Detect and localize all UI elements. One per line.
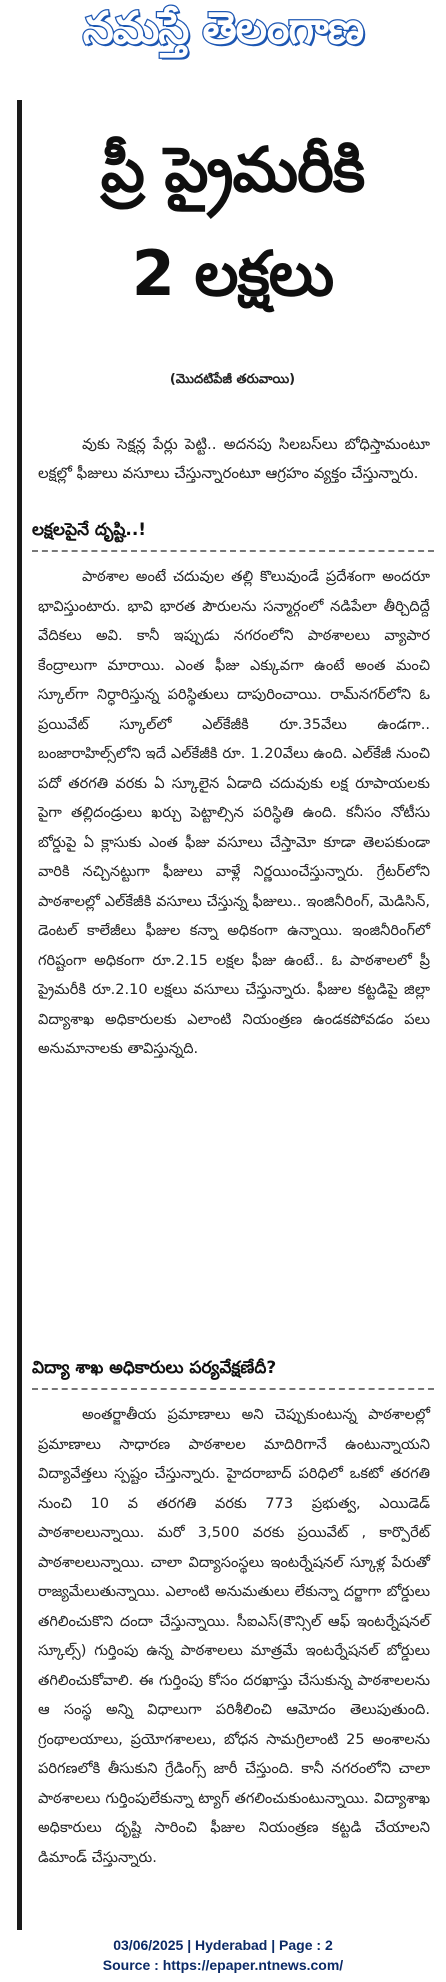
newspaper-masthead [20, 3, 426, 60]
intro-paragraph [38, 430, 430, 500]
headline-line-1: ప్రీ ప్రైమరీకి [100, 133, 365, 206]
section-heading-2-text: విద్యా శాఖ అధికారులు పర్యవేక్షణేదీ? [32, 1358, 277, 1378]
section-1-body [38, 562, 430, 1332]
section-2-body [38, 1400, 430, 1930]
section-heading-1-text: లక్షలపైనే దృష్టి..! [32, 520, 147, 540]
section-divider-1 [32, 550, 434, 552]
headline-line-2: 2 లక్షలు [131, 237, 334, 310]
headline [30, 118, 435, 326]
section-heading-1 [32, 520, 434, 546]
footer-source-line: Source : https://epaper.ntnews.com/ [102, 1957, 344, 1973]
section-heading-2 [32, 1358, 434, 1384]
section-divider-2 [32, 1388, 434, 1390]
intro-text: వుకు సెక్షన్ల పేర్లు పెట్టి.. అదనపు సిలబస్‌లు బోధిస్తామంటూ లక్షల్లో ఫీజులు వసూలు చేస్తున్నారంటూ ఆగ్రహం వ్యక్తం చేస్తున్నారు. [38, 435, 430, 482]
continued-note: (మొదటిపేజీ తరువాయి) [169, 372, 296, 387]
masthead-title: నమస్తే తెలంగాణ [82, 3, 364, 54]
section-2-text: అంతర్జాతీయ ప్రమాణాలు అని చెప్పుకుంటున్న పాఠశాలల్లో ప్రమాణాలు సాధారణ పాఠశాలల మాదిరిగానే ఉంటున్నాయని విద్యావేత్తలు స్పష్టం చేస్తున్నారు. హైదరాబాద్ పరిధిలో ఒకటో తరగతి నుంచి 10 వ తరగతి వరకు 773 ప్రభుత్వ, ఎయిడెడ్ పాఠశాలలున్నాయి. మరో 3,500 వరకు ప్రయివేట్ , కార్పొరేట్ పాఠశాలలున్నాయి. చాలా విద్యాసంస్థలు ఇంటర్నేషనల్ స్కూళ్ల పేరుతో రాజ్యమేలుతున్నాయి. ఎలాంటి అనుమతులు లేకున్నా దర్జాగా బోర్డులు తగిలించుకొని దందా చేస్తున్నాయి. సీఐఎస్(కౌన్సిల్ ఆఫ్ ఇంటర్నేషనల్ స్కూల్స్) గుర్తింపు ఉన్న పాఠశాలలు మాత్రమే ఇంటర్నేషనల్ బోర్డులు తగిలించుకోవాలి. ఈ గుర్తింపు కోసం దరఖాస్తు చేసుకున్న పాఠశాలలను ఆ సంస్థ అన్ని విధాలుగా పరిశీలించి ఆమోదం తెలుపుతుంది. గ్రంథాలయాలు, ప్రయోగశాలలు, బోధన సామగ్రిలాంటి 25 అంశాలను పరిగణలోకి తీసుకుని గ్రేడింగ్స్ జారీ చేస్తుంది. కానీ నగరంలోని చాలా పాఠశాలలు గుర్తింపులేకున్నా ట్యాగ్ తగలించుకుంటున్నాయి. విద్యాశాఖ అధికారులు దృష్టి సారించి ఫీజుల నియంత్రణ కట్టడి చేయాలని డిమాండ్ చేస్తున్నారు. [38, 1406, 430, 1866]
section-1-text: పాఠశాల అంటే చదువుల తల్లి కొలువుండే ప్రదేశంగా అందరూ భావిస్తుంటారు. భావి భారత పౌరులను సన్మార్గంలో నడిపేలా తీర్చిదిద్దే వేదికలు అవి. కానీ ఇప్పుడు నగరంలోని పాఠశాలలు వ్యాపార కేంద్రాలుగా మారాయి. ఎంత ఫీజు ఎక్కువగా ఉంటే అంత మంచి స్కూల్‌గా నిర్ధారిస్తున్న పరిస్థితులు దాపురించాయి. రామ్‌నగర్‌లోని ఓ ప్రయివేట్ స్కూల్‌లో ఎల్‌కేజీకి రూ.35వేలు ఉండగా.. బంజారాహిల్స్‌లోని ఇదే ఎల్‌కేజీకి రూ. 1.20వేలు ఉంది. ఎల్‌కేజీ నుంచి పదో తరగతి వరకు ఏ స్కూలైన ఏడాది చదువుకు లక్ష రూపాయలకు పైగా తల్లిదండ్రులు ఖర్చు పెట్టాల్సిన పరిస్థితి ఉంది. కనీసం నోటీసు బోర్డుపై ఏ క్లాసుకు ఎంత ఫీజు వసూలు చేస్తామో కూడా తెలపకుండా వారికి నచ్చినట్టుగా ఫీజులు వాళ్లే నిర్ణయించేస్తున్నారు. గ్రేటర్‌లోని పాఠశాలల్లో ఎల్‌కేజీకి వసూలు చేస్తున్న ఫీజులు.. ఇంజినీరింగ్, మెడిసిన్, డెంటల్ కాలేజీలు ఫీజుల కన్నా అధికంగా ఉన్నాయి. ఇంజినీరింగ్‌లో గరిష్టంగా అధికంగా రూ.2.15 లక్షల ఫీజు ఉంటే.. ఓ పాఠశాలలో ప్రీ ప్రైమరీకి రూ.2.10 లక్షలు వసూలు చేస్తున్నారు. ఫీజుల కట్టడిపై జిల్లా విద్యాశాఖ అధికారులకు ఎలాంటి నియంత్రణ ఉండకపోవడం పలు అనుమానాలకు తావిస్తున్నది. [38, 568, 430, 1057]
footer-date-line: 03/06/2025 | Hyderabad | Page : 2 [113, 1937, 333, 1953]
left-border-rule [17, 100, 22, 1930]
article-clip [8, 100, 440, 1930]
